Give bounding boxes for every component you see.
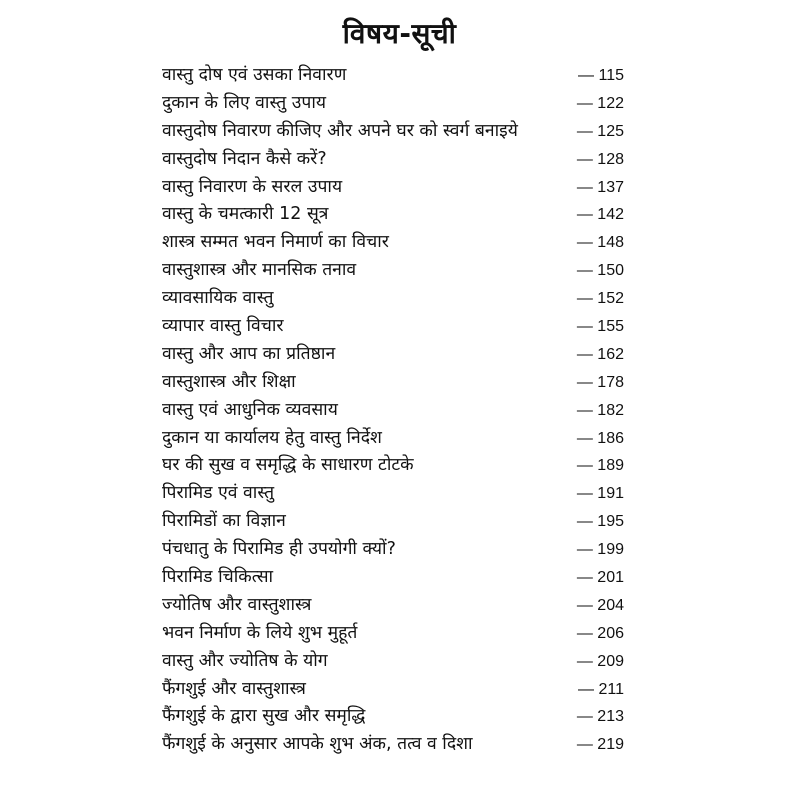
toc-entry-page-number: — 219 [576,736,624,754]
table-of-contents [162,62,642,759]
toc-entry [162,425,642,453]
toc-entry-title: वास्तुशास्त्र और शिक्षा [162,371,296,392]
toc-entry [162,62,642,90]
toc-entry-page-number: — 189 [576,457,624,475]
toc-entry [162,648,642,676]
toc-entry-title: वास्तुदोष निदान कैसे करें? [162,148,327,169]
toc-entry-title: घर की सुख व समृद्धि के साधारण टोटके [162,455,414,476]
toc-entry-title: दुकान के लिए वास्तु उपाय [162,92,327,113]
toc-entry [162,174,642,202]
toc-entry-title: वास्तु निवारण के सरल उपाय [162,176,343,197]
toc-entry-page-number: — 206 [576,624,624,642]
toc-entry-title: वास्तु दोष एवं उसका निवारण [162,65,347,85]
toc-entry-title: शास्त्र सम्मत भवन निमार्ण का विचार [162,232,389,253]
toc-entry-page-number: — 182 [576,401,624,419]
toc-entry-page-number: — 209 [576,652,624,670]
toc-entry-page-number: — 186 [576,429,624,447]
toc-entry-title: वास्तुशास्त्र और मानसिक तनाव [162,260,357,281]
toc-entry-page-number: — 152 [576,290,624,308]
toc-entry [162,146,642,174]
toc-entry [162,341,642,369]
toc-entry-title: वास्तु और ज्योतिष के योग [162,650,328,671]
toc-entry-title: पिरामिडों का विज्ञान [162,511,286,532]
toc-entry [162,536,642,564]
toc-entry-title: वास्तु और आप का प्रतिष्ठान [162,343,336,364]
toc-entry-title: पिरामिड चिकित्सा [162,567,274,588]
toc-entry-page-number: — 115 [578,67,624,84]
toc-entry-page-number: — 195 [576,513,624,531]
toc-entry-title: फैंगशुई के अनुसार आपके शुभ अंक, तत्व व दिशा [162,734,473,755]
toc-entry-page-number: — 122 [576,94,624,112]
toc-entry-title: पंचधातु के पिरामिड ही उपयोगी क्यों? [162,539,396,560]
page-title: विषय-सूची [342,17,457,50]
toc-entry-page-number: — 213 [576,708,624,726]
toc-entry-title: व्यापार वास्तु विचार [162,316,284,337]
toc-entry-page-number: — 199 [576,541,624,559]
toc-entry [162,620,642,648]
toc-entry [162,229,642,257]
toc-entry-page-number: — 128 [576,150,624,168]
toc-entry-title: वास्तुदोष निवारण कीजिए और अपने घर को स्वर्ग बनाइये [162,120,518,141]
toc-entry [162,480,642,508]
toc-entry-title: भवन निर्माण के लिये शुभ मुहूर्त [162,622,358,643]
toc-entry-title: दुकान या कार्यालय हेतु वास्तु निर्देश [162,427,382,448]
toc-entry-page-number: — 155 [576,318,624,336]
toc-entry-page-number: — 142 [576,206,624,224]
toc-entry-title: फैंगशुई और वास्तुशास्त्र [162,678,306,699]
toc-entry [162,452,642,480]
toc-entry-page-number: — 150 [576,262,624,280]
toc-entry-page-number: — 162 [576,345,624,363]
toc-entry [162,118,642,146]
toc-entry-title: वास्तु के चमत्कारी 12 सूत्र [162,204,329,225]
toc-entry [162,564,642,592]
toc-entry [162,90,642,118]
toc-entry [162,731,642,759]
toc-entry [162,592,642,620]
toc-entry-title: ज्योतिष और वास्तुशास्त्र [162,594,312,615]
toc-entry-page-number: — 211 [578,680,624,698]
toc-entry-title: वास्तु एवं आधुनिक व्यवसाय [162,399,338,420]
toc-entry [162,313,642,341]
toc-entry [162,703,642,731]
toc-entry [162,285,642,313]
toc-entry [162,676,642,704]
toc-entry-page-number: — 178 [576,373,624,391]
toc-entry-page-number: — 204 [576,596,624,614]
toc-entry-page-number: — 201 [576,569,624,587]
toc-entry [162,257,642,285]
toc-entry [162,369,642,397]
toc-entry-page-number: — 137 [576,178,624,196]
toc-entry-page-number: — 191 [576,485,624,503]
toc-entry [162,201,642,229]
toc-entry-title: फैंगशुई के द्वारा सुख और समृद्धि [162,706,366,727]
toc-entry [162,397,642,425]
toc-entry [162,508,642,536]
toc-entry-title: पिरामिड एवं वास्तु [162,483,275,504]
toc-entry-page-number: — 125 [576,122,624,140]
toc-entry-title: व्यावसायिक वास्तु [162,288,274,309]
toc-entry-page-number: — 148 [576,234,624,252]
